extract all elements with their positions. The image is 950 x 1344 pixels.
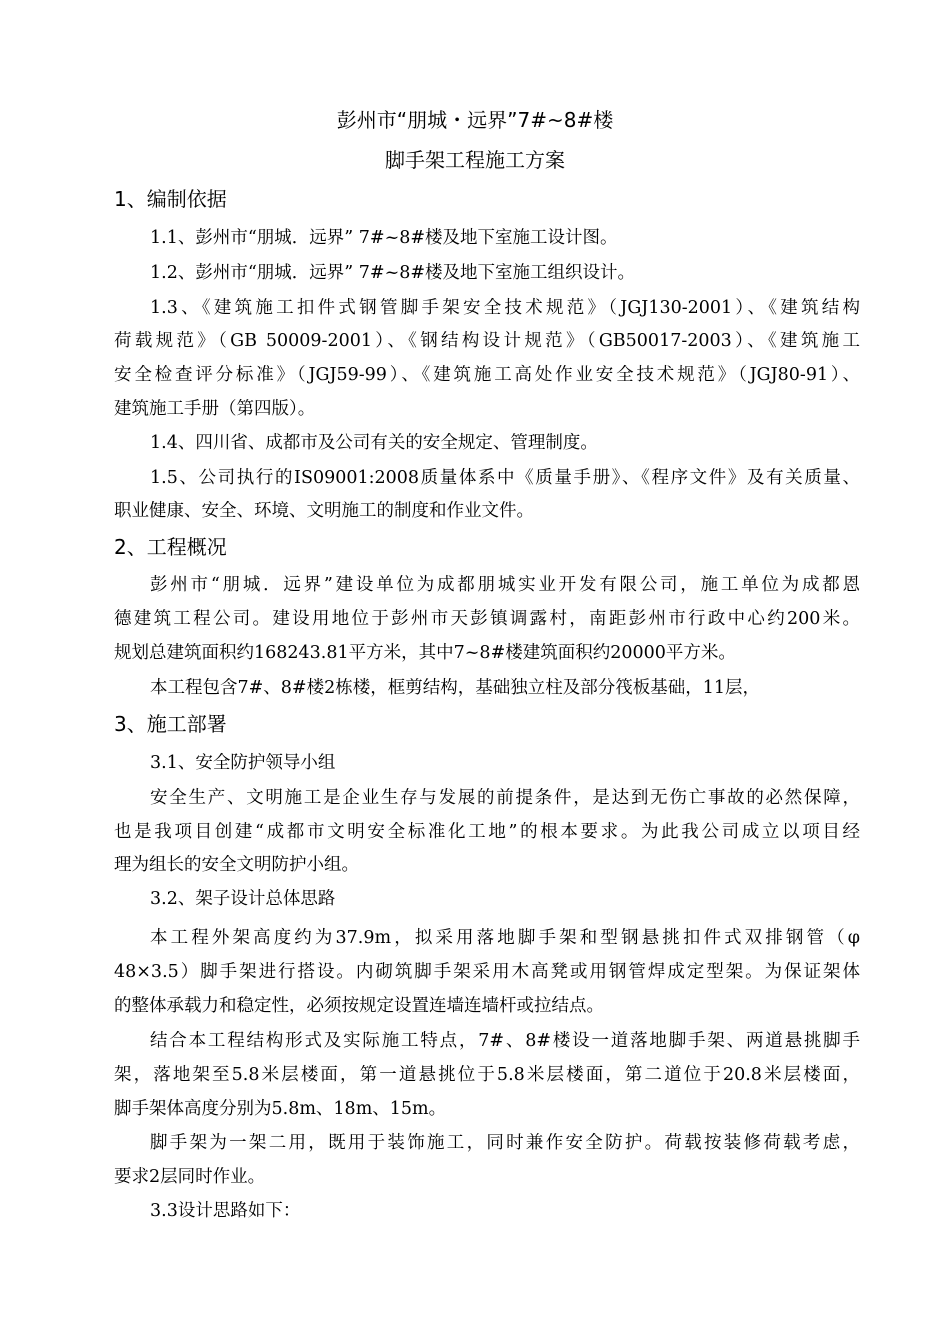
paragraph-3-4-line: 要求2层同时作业。: [114, 1167, 266, 1187]
paragraph-1-5-line: 职业健康、安全、环境、文明施工的制度和作业文件。: [114, 501, 534, 521]
document-title: 彭州市“朋城・远界”7#~8#楼: [336, 108, 614, 132]
subheading-3-3: 3.3设计思路如下：: [150, 1201, 301, 1221]
paragraph-1-1: 1.1、彭州市“朋城．远界” 7#~8#楼及地下室施工设计图。: [150, 228, 618, 248]
document-subtitle: 脚手架工程施工方案: [385, 148, 565, 172]
paragraph-3-3-line: 架，落地架至5.8米层楼面，第一道悬挑位于5.8米层楼面，第二道位于20.8米层楼面，: [114, 1065, 860, 1085]
paragraph-1-3-line: 建筑施工手册（第四版）。: [114, 399, 316, 419]
paragraph-1-4: 1.4、四川省、成都市及公司有关的安全规定、管理制度。: [150, 433, 598, 453]
paragraph-2-1-line: 彭州市“朋城．远界”建设单位为成都朋城实业开发有限公司，施工单位为成都恩: [150, 575, 860, 595]
paragraph-3-3-line: 脚手架体高度分别为5.8m、18m、15m。: [114, 1099, 447, 1119]
paragraph-3-1-line: 安全生产、文明施工是企业生存与发展的前提条件，是达到无伤亡事故的必然保障，: [150, 788, 860, 808]
paragraph-3-1-line: 也是我项目创建“成都市文明安全标准化工地”的根本要求。为此我公司成立以项目经: [114, 822, 860, 842]
paragraph-3-3-line: 结合本工程结构形式及实际施工特点，7#、8#楼设一道落地脚手架、两道悬挑脚手: [150, 1031, 860, 1051]
paragraph-1-5-line: 1.5、公司执行的IS09001:2008质量体系中《质量手册》、《程序文件》及有关质量、: [150, 468, 860, 488]
section-heading-3: 3、施工部署: [114, 712, 227, 736]
paragraph-3-2-line: 的整体承载力和稳定性，必须按规定设置连墙连墙杆或拉结点。: [114, 996, 604, 1016]
paragraph-3-2-line: 本工程外架高度约为37.9m，拟采用落地脚手架和型钢悬挑扣件式双排钢管（φ: [150, 928, 860, 948]
section-heading-2: 2、工程概况: [114, 535, 227, 559]
subheading-3-1: 3.1、安全防护领导小组: [150, 753, 336, 773]
section-heading-1: 1、编制依据: [114, 187, 227, 211]
paragraph-3-2-line: 48×3.5）脚手架进行搭设。内砌筑脚手架采用木高凳或用钢管焊成定型架。为保证架体: [114, 962, 860, 982]
paragraph-1-3-line: 安全检查评分标准》（JGJ59-99）、《建筑施工高处作业安全技术规范》（JGJ80-91）、: [114, 365, 860, 385]
paragraph-2-2: 本工程包含7#、8#楼2栋楼，框剪结构，基础独立柱及部分筏板基础，11层，: [150, 678, 760, 698]
paragraph-2-1-line: 德建筑工程公司。建设用地位于彭州市天彭镇调露村，南距彭州市行政中心约200米。: [114, 609, 860, 629]
paragraph-3-4-line: 脚手架为一架二用，既用于装饰施工，同时兼作安全防护。荷载按装修荷载考虑，: [150, 1133, 860, 1153]
paragraph-1-3-line: 1.3、《建筑施工扣件式钢管脚手架安全技术规范》（JGJ130-2001）、《建筑结构: [150, 298, 860, 318]
paragraph-2-1-line: 规划总建筑面积约168243.81平方米，其中7~8#楼建筑面积约20000平方米。: [114, 643, 736, 663]
paragraph-3-1-line: 理为组长的安全文明防护小组。: [114, 855, 359, 875]
subheading-3-2: 3.2、架子设计总体思路: [150, 889, 336, 909]
paragraph-1-2: 1.2、彭州市“朋城．远界” 7#~8#楼及地下室施工组织设计。: [150, 263, 636, 283]
paragraph-1-3-line: 荷载规范》（GB 50009-2001）、《钢结构设计规范》（GB50017-2003）、《建筑施工: [114, 331, 860, 351]
